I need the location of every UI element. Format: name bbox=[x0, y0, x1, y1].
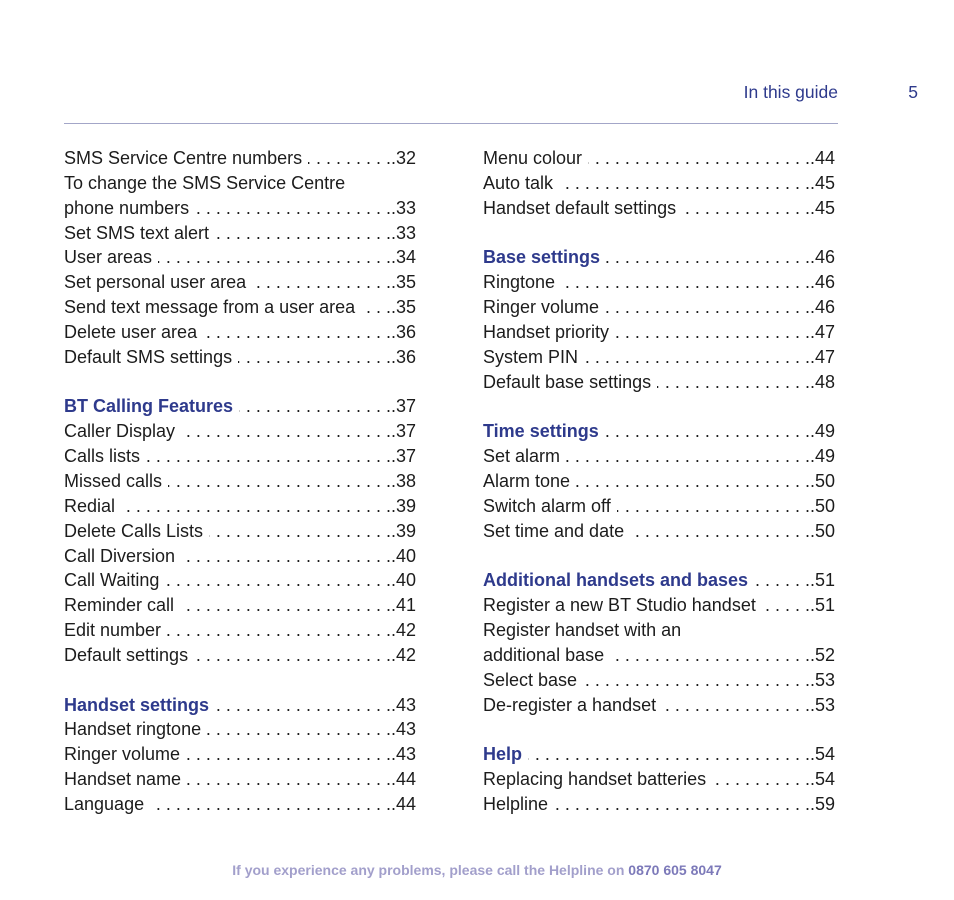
toc-page-number: .51 bbox=[809, 595, 835, 616]
dot-leader bbox=[610, 643, 810, 668]
dot-leader bbox=[662, 693, 810, 718]
toc-section-title: Time settings bbox=[483, 421, 599, 442]
toc-page-number: .49 bbox=[809, 446, 835, 467]
toc-entry-title: phone numbers bbox=[64, 197, 190, 218]
dot-leader bbox=[121, 494, 391, 519]
section-spacer bbox=[64, 370, 416, 395]
toc-entry-title: User areas bbox=[64, 247, 153, 268]
dot-leader bbox=[712, 767, 810, 792]
toc-page-number: .44 bbox=[809, 148, 835, 168]
toc-entry bbox=[483, 345, 835, 370]
toc-section-heading bbox=[64, 693, 416, 718]
dot-leader bbox=[238, 345, 391, 370]
toc-page-number: .40 bbox=[390, 570, 416, 591]
toc-entry bbox=[483, 792, 835, 817]
toc-entry-title: System PIN bbox=[483, 346, 579, 367]
dot-leader bbox=[617, 494, 810, 519]
dot-leader bbox=[606, 245, 810, 270]
toc-entry-title: Ringer volume bbox=[64, 744, 181, 765]
toc-entry bbox=[483, 494, 835, 519]
toc-page-number: .37 bbox=[390, 421, 416, 442]
toc-entry-title: Edit number bbox=[64, 620, 162, 641]
toc-page-number: .35 bbox=[390, 297, 416, 318]
toc-page-number: .45 bbox=[809, 172, 835, 193]
section-spacer bbox=[483, 544, 835, 569]
toc-entry bbox=[64, 792, 416, 817]
dot-leader bbox=[181, 419, 391, 444]
toc-entry-title: Set SMS text alert bbox=[64, 222, 210, 243]
toc-entry-title: Missed calls bbox=[64, 470, 163, 491]
toc-entry-title: Menu colour bbox=[483, 148, 583, 168]
section-spacer bbox=[483, 221, 835, 246]
toc-entry bbox=[64, 345, 416, 370]
toc-entry bbox=[64, 643, 416, 668]
toc-entry-title: Set time and date bbox=[483, 520, 625, 541]
toc-entry-title: Handset name bbox=[64, 769, 182, 790]
toc-page-number: .54 bbox=[809, 744, 835, 765]
dot-leader bbox=[754, 568, 810, 593]
toc-entry-title: Default SMS settings bbox=[64, 346, 233, 367]
dot-leader bbox=[167, 618, 391, 643]
toc-entry bbox=[483, 444, 835, 469]
toc-entry-title: Calls lists bbox=[64, 446, 141, 467]
toc-entry-title: Set personal user area bbox=[64, 272, 247, 293]
toc-right-column bbox=[483, 146, 835, 817]
toc-page-number: .43 bbox=[390, 744, 416, 765]
toc-entry-title: Alarm tone bbox=[483, 470, 571, 491]
toc-page-number: .53 bbox=[809, 694, 835, 715]
toc-entry-title: Set alarm bbox=[483, 446, 561, 467]
dot-leader bbox=[239, 394, 391, 419]
dot-leader bbox=[566, 444, 810, 469]
toc-section-title: BT Calling Features bbox=[64, 396, 234, 417]
toc-page-number: .49 bbox=[809, 421, 835, 442]
dot-leader bbox=[209, 519, 391, 544]
toc-entry-title: Call Waiting bbox=[64, 570, 160, 591]
toc-entry-title: Default base settings bbox=[483, 371, 652, 392]
dot-leader bbox=[657, 370, 810, 395]
helpline-footer bbox=[0, 862, 954, 878]
dot-leader bbox=[215, 693, 391, 718]
toc-entry bbox=[64, 196, 416, 221]
toc-entry bbox=[64, 544, 416, 569]
toc-page-number: .52 bbox=[809, 644, 835, 665]
toc-entry-title: Register a new BT Studio handset bbox=[483, 595, 756, 616]
toc-page-number: .51 bbox=[809, 570, 835, 591]
dot-leader bbox=[203, 320, 391, 345]
section-spacer bbox=[483, 394, 835, 419]
toc-page-number: .46 bbox=[809, 272, 835, 293]
toc-section-heading bbox=[483, 419, 835, 444]
toc-page-number: .32 bbox=[390, 148, 416, 168]
dot-leader bbox=[168, 469, 391, 494]
toc-entry-title: Call Diversion bbox=[64, 545, 176, 566]
footer-text: If you experience any problems, please call the Helpline on bbox=[232, 862, 629, 878]
toc-entry bbox=[64, 171, 416, 196]
toc-entry bbox=[64, 221, 416, 246]
toc-entry bbox=[483, 320, 835, 345]
toc-page-number: .41 bbox=[390, 595, 416, 616]
toc-page-number: .33 bbox=[390, 222, 416, 243]
dot-leader bbox=[146, 444, 391, 469]
toc-section-title: Help bbox=[483, 744, 523, 765]
toc-section-heading bbox=[483, 568, 835, 593]
dot-leader bbox=[584, 345, 810, 370]
toc-entry-title: Redial bbox=[64, 495, 116, 516]
toc-entry bbox=[64, 146, 416, 171]
toc-page-number: .42 bbox=[390, 644, 416, 665]
toc-left-column bbox=[64, 146, 416, 817]
toc-entry-title: Language bbox=[64, 793, 145, 814]
dot-leader bbox=[187, 767, 391, 792]
dot-leader bbox=[158, 245, 391, 270]
dot-leader bbox=[630, 519, 810, 544]
toc-entry bbox=[483, 693, 835, 718]
toc-page-number: .37 bbox=[390, 446, 416, 467]
toc-page-number: .38 bbox=[390, 470, 416, 491]
toc-entry-title: Replacing handset batteries bbox=[483, 769, 707, 790]
toc-entry bbox=[483, 146, 835, 171]
dot-leader bbox=[583, 668, 810, 693]
toc-page-number: .39 bbox=[390, 495, 416, 516]
dot-leader bbox=[762, 593, 810, 618]
header-title: In this guide bbox=[743, 82, 838, 102]
toc-page-number: .48 bbox=[809, 371, 835, 392]
dot-leader bbox=[559, 171, 810, 196]
toc-section-title: Handset settings bbox=[64, 694, 210, 715]
toc-entry bbox=[483, 643, 835, 668]
toc-page-number: .50 bbox=[809, 470, 835, 491]
toc-page-number: .34 bbox=[390, 247, 416, 268]
toc-page-number: .44 bbox=[390, 769, 416, 790]
toc-entry-title: Handset priority bbox=[483, 321, 610, 342]
toc-page-number: .46 bbox=[809, 247, 835, 268]
toc-entry-title: Delete Calls Lists bbox=[64, 520, 204, 541]
dot-leader bbox=[308, 146, 391, 171]
toc-page-number: .36 bbox=[390, 321, 416, 342]
toc-entry bbox=[64, 767, 416, 792]
toc-entry-title: Caller Display bbox=[64, 421, 176, 442]
dot-leader bbox=[150, 792, 391, 817]
toc-page-number: .47 bbox=[809, 321, 835, 342]
dot-leader bbox=[554, 792, 810, 817]
toc-entry-title: Auto talk bbox=[483, 172, 554, 193]
toc-page-number: .33 bbox=[390, 197, 416, 218]
page-number: 5 bbox=[908, 82, 918, 102]
dot-leader bbox=[181, 544, 391, 569]
toc-page-number: .40 bbox=[390, 545, 416, 566]
toc-section-heading bbox=[64, 394, 416, 419]
header-rule bbox=[64, 123, 838, 124]
toc-entry-title: Reminder call bbox=[64, 595, 175, 616]
dot-leader bbox=[605, 295, 810, 320]
dot-leader bbox=[561, 270, 810, 295]
toc-entry bbox=[483, 767, 835, 792]
toc-entry bbox=[64, 320, 416, 345]
toc-entry-title: Ringer volume bbox=[483, 297, 600, 318]
toc-page-number: .47 bbox=[809, 346, 835, 367]
toc-page-number: .44 bbox=[390, 793, 416, 814]
dot-leader bbox=[215, 221, 391, 246]
toc-section-heading bbox=[483, 245, 835, 270]
toc-entry bbox=[64, 568, 416, 593]
toc-page-number: .53 bbox=[809, 669, 835, 690]
toc-page-number: .37 bbox=[390, 396, 416, 417]
toc-entry bbox=[64, 444, 416, 469]
toc-entry-title: Ringtone bbox=[483, 272, 556, 293]
toc-entry bbox=[483, 519, 835, 544]
toc-entry bbox=[483, 469, 835, 494]
dot-leader bbox=[252, 270, 391, 295]
dot-leader bbox=[588, 146, 810, 171]
toc-entry-title: Handset ringtone bbox=[64, 719, 202, 740]
toc-page-number: .54 bbox=[809, 769, 835, 790]
toc-entry bbox=[483, 593, 835, 618]
dot-leader bbox=[165, 568, 391, 593]
toc-entry bbox=[64, 270, 416, 295]
toc-entry bbox=[64, 245, 416, 270]
dot-leader bbox=[195, 196, 391, 221]
dot-leader bbox=[605, 419, 810, 444]
toc-page-number: .59 bbox=[809, 793, 835, 814]
toc-page-number: .50 bbox=[809, 495, 835, 516]
dot-leader bbox=[528, 742, 810, 767]
toc-entry bbox=[64, 469, 416, 494]
toc-entry bbox=[483, 196, 835, 221]
toc-entry bbox=[64, 519, 416, 544]
section-spacer bbox=[483, 717, 835, 742]
toc-page-number: .43 bbox=[390, 694, 416, 715]
toc-entry bbox=[64, 717, 416, 742]
toc-page-number: .43 bbox=[390, 719, 416, 740]
toc-entry-title: Send text message from a user area bbox=[64, 297, 356, 318]
toc-section-title: Base settings bbox=[483, 247, 601, 268]
dot-leader bbox=[194, 643, 391, 668]
toc-section-title: Additional handsets and bases bbox=[483, 570, 749, 591]
toc-entry bbox=[483, 668, 835, 693]
toc-entry-title: SMS Service Centre numbers bbox=[64, 148, 303, 168]
toc-page-number: .50 bbox=[809, 520, 835, 541]
toc-page-number: .42 bbox=[390, 620, 416, 641]
toc-entry bbox=[64, 593, 416, 618]
toc-section-heading bbox=[483, 742, 835, 767]
dot-leader bbox=[186, 742, 391, 767]
footer-phone-number: 0870 605 8047 bbox=[628, 862, 722, 878]
toc-entry-title: Select base bbox=[483, 669, 578, 690]
toc-page-number: .46 bbox=[809, 297, 835, 318]
toc-entry bbox=[64, 494, 416, 519]
toc-page-number: .36 bbox=[390, 346, 416, 367]
dot-leader bbox=[207, 717, 391, 742]
dot-leader bbox=[361, 295, 391, 320]
toc-entry-title: Helpline bbox=[483, 793, 549, 814]
toc-entry bbox=[483, 171, 835, 196]
dot-leader bbox=[180, 593, 391, 618]
dot-leader bbox=[682, 196, 810, 221]
toc-entry bbox=[64, 295, 416, 320]
toc-entry bbox=[483, 295, 835, 320]
toc-entry bbox=[483, 270, 835, 295]
toc-page-number: .45 bbox=[809, 197, 835, 218]
toc-entry-title: De-register a handset bbox=[483, 694, 657, 715]
toc-entry-title: Register handset with an bbox=[483, 620, 682, 641]
toc-entry bbox=[483, 618, 835, 643]
toc-entry bbox=[64, 742, 416, 767]
toc-entry bbox=[64, 618, 416, 643]
toc-entry-title: Delete user area bbox=[64, 321, 198, 342]
toc-entry bbox=[483, 370, 835, 395]
dot-leader bbox=[615, 320, 810, 345]
toc-entry-title: Switch alarm off bbox=[483, 495, 611, 516]
section-spacer bbox=[64, 668, 416, 693]
toc-entry-title: To change the SMS Service Centre bbox=[64, 172, 346, 193]
dot-leader bbox=[576, 469, 810, 494]
toc-entry-title: additional base bbox=[483, 644, 605, 665]
toc-entry-title: Handset default settings bbox=[483, 197, 677, 218]
toc-page-number: .39 bbox=[390, 520, 416, 541]
toc-entry bbox=[64, 419, 416, 444]
toc-page-number: .35 bbox=[390, 272, 416, 293]
toc-entry-title: Default settings bbox=[64, 644, 189, 665]
